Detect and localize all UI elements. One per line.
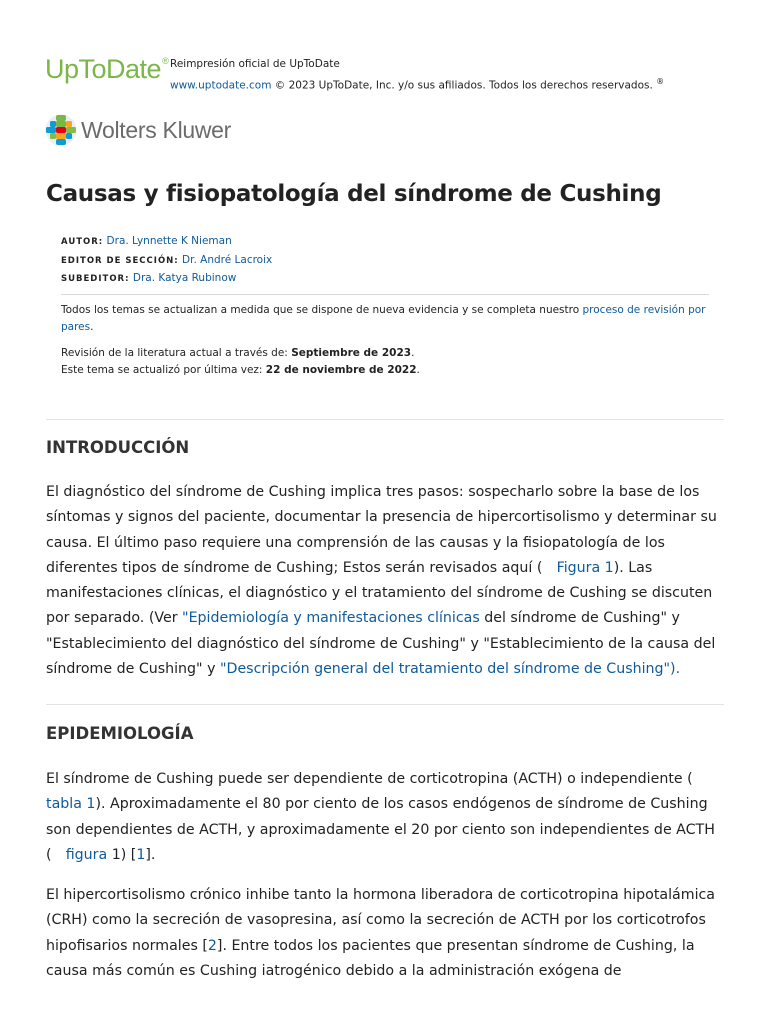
divider bbox=[61, 294, 709, 295]
figure-1-link[interactable]: Figura 1 bbox=[556, 559, 614, 576]
peer-review-link[interactable]: proceso de revisión por pares bbox=[61, 304, 706, 333]
author-role: AUTOR bbox=[61, 237, 99, 247]
wolters-kluwer-logo bbox=[45, 114, 231, 146]
reprint-line: Reimpresión oficial de UpToDate bbox=[170, 58, 340, 70]
copyright-text: © 2023 UpToDate, Inc. y/o sus afiliados. Todos los derechos reservados. bbox=[271, 79, 657, 92]
review-label: Revisión de la literatura actual a través de: bbox=[61, 347, 292, 359]
reference-2-link[interactable]: 2 bbox=[207, 937, 217, 954]
update-notice: Todos los temas se actualizan a medida que se dispone de nueva evidencia y se completa nuestro proceso de revisión por pares. bbox=[61, 304, 706, 333]
wolters-kluwer-globe-icon bbox=[45, 114, 77, 146]
registered-mark: ® bbox=[162, 56, 169, 66]
review-info: Revisión de la literatura actual a través de: Septiembre de 2023. Este tema se actualizó por última vez: 22 de noviembre de 2022. bbox=[61, 347, 420, 376]
epidemiology-paragraph-1: El síndrome de Cushing puede ser dependiente de corticotropina (ACTH) o independiente ( tabla 1). Aproximadamente el 80 por ciento de los casos endógenos de síndrome de Cushing son dependientes de ACTH, y aproximadamente el 20 por ciento son independientes de ACTH ( figura 1) [1]. bbox=[46, 771, 715, 863]
author-link[interactable]: Dra. Lynnette K Nieman bbox=[106, 235, 232, 247]
uptodate-site-link[interactable]: www.uptodate.com bbox=[170, 79, 272, 92]
table-1-link[interactable]: tabla 1 bbox=[46, 796, 96, 813]
deputy-editor-row: SUBEDITOR: Dra. Katya Rubinow bbox=[61, 272, 237, 284]
reprint-notice bbox=[170, 56, 664, 95]
wolters-kluwer-wordmark: Wolters Kluwer bbox=[81, 116, 232, 143]
figure-link[interactable]: figura bbox=[65, 846, 108, 863]
deputy-editor-role: SUBEDITOR bbox=[61, 274, 126, 284]
section-editor-row: EDITOR DE SECCIÓN: Dr. André Lacroix bbox=[61, 253, 273, 266]
article-title: Causas y fisiopatología del síndrome de Cushing bbox=[46, 181, 662, 207]
review-date: Septiembre de 2023 bbox=[291, 347, 412, 359]
epidemiology-paragraph-2: El hipercortisolismo crónico inhibe tanto la hormona liberadora de corticotropina hipotalámica (CRH) como la secreción de vasopresina, así como la secreción de ACTH por los corticotrofos hipofisarios normales [2]. Entre todos los pacientes que presentan síndrome de Cushing, la causa más común es Cushing iatrogénico debido a la administración exógena de bbox=[46, 887, 716, 979]
updated-label: Este tema se actualizó por última vez: bbox=[61, 364, 266, 376]
updated-date: 22 de noviembre de 2022 bbox=[265, 364, 417, 376]
section-divider bbox=[46, 704, 724, 705]
uptodate-logo: UpToDate® bbox=[45, 54, 169, 84]
epidemiology-heading: EPIDEMIOLOGÍA bbox=[46, 724, 194, 743]
article-contributors bbox=[61, 233, 272, 289]
section-editor-link[interactable]: Dr. André Lacroix bbox=[182, 253, 273, 266]
deputy-editor-link[interactable]: Dra. Katya Rubinow bbox=[132, 272, 237, 284]
intro-heading: INTRODUCCIÓN bbox=[46, 438, 190, 457]
epidemiology-topic-link[interactable]: "Epidemiología y manifestaciones clínicas bbox=[182, 610, 480, 627]
registered-mark: ® bbox=[656, 77, 665, 86]
treatment-overview-link[interactable]: "Descripción general del tratamiento del síndrome de Cushing"). bbox=[220, 661, 681, 678]
section-editor-role: EDITOR DE SECCIÓN bbox=[61, 255, 175, 266]
reference-1-link[interactable]: 1 bbox=[136, 846, 146, 863]
author-row: AUTOR: Dra. Lynnette K Nieman bbox=[61, 235, 232, 247]
intro-paragraph: El diagnóstico del síndrome de Cushing implica tres pasos: sospecharlo sobre la base de los síntomas y signos del paciente, documentar la presencia de hipercortisolismo y determinar su causa. El último paso requiere una comprensión de las causas y la fisiopatología de los diferentes tipos de síndrome de Cushing; Estos serán revisados aquí ( Figura 1). Las manifestaciones clínicas, el diagnóstico y el tratamiento del síndrome de Cushing se discuten por separado. (Ver "Epidemiología y manifestaciones clínicas del síndrome de Cushing" y "Establecimiento del diagnóstico del síndrome de Cushing" y "Establecimiento de la causa del síndrome de Cushing" y "Descripción general del tratamiento del síndrome de Cushing"). bbox=[46, 484, 717, 678]
section-divider bbox=[46, 419, 724, 420]
